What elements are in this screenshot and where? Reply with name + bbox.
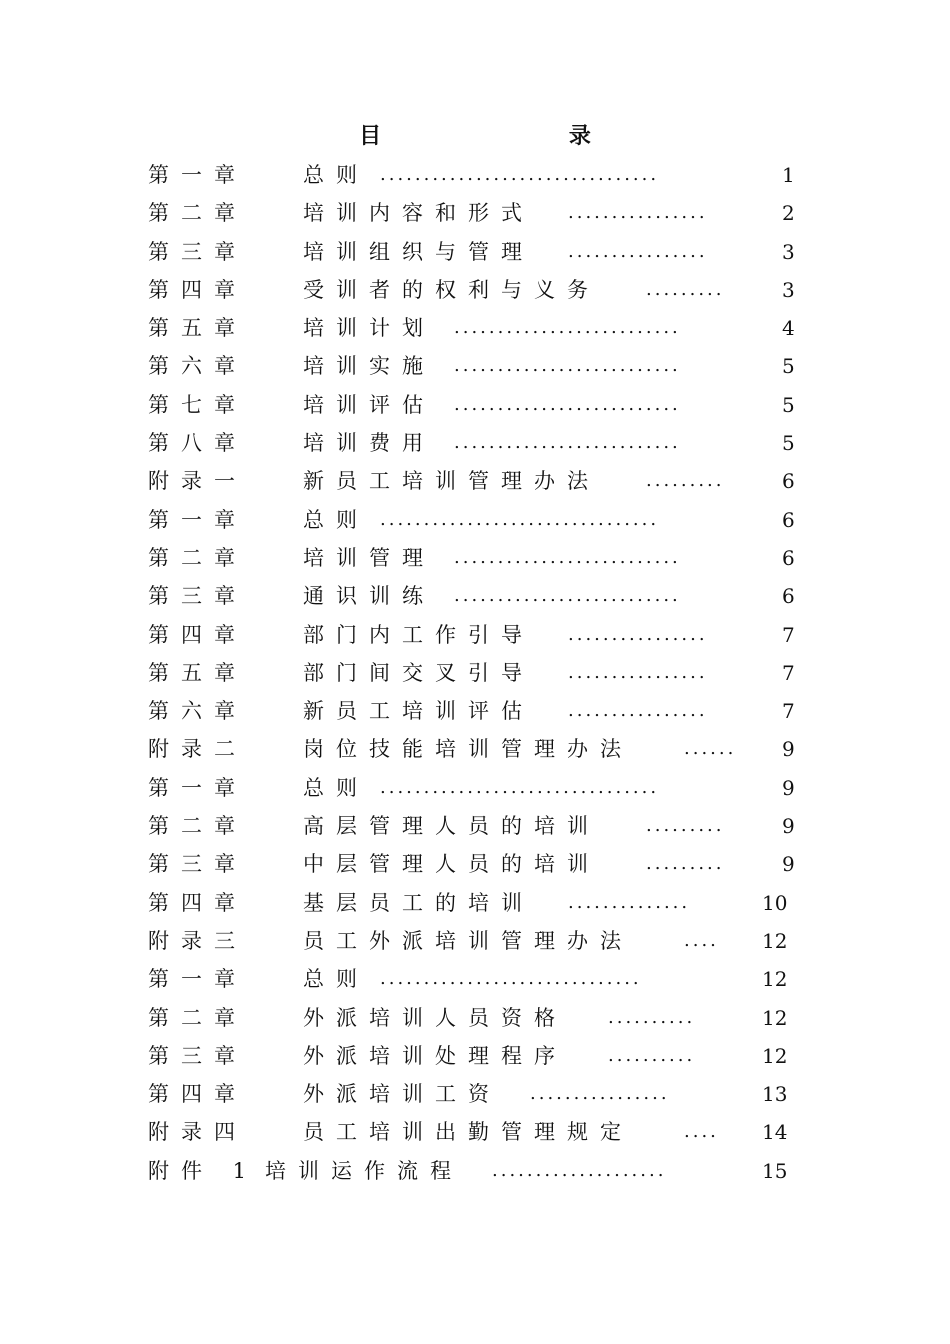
toc-entry-title: 总则 (303, 967, 369, 992)
toc-entry-leader-dots: ................................ (380, 164, 660, 185)
toc-entry-title: 高层管理人员的培训 (303, 814, 600, 839)
toc-entry-label: 第四章 (148, 1082, 247, 1107)
toc-entry-leader-dots: .... (684, 929, 719, 951)
toc-entry-leader-dots: .... (684, 1121, 719, 1143)
toc-entry-title: 外派培训人员资格 (303, 1005, 567, 1030)
toc-entry-page-number: 6 (782, 545, 795, 570)
toc-entry-page-number: 9 (782, 852, 795, 877)
toc-entry-label: 附录三 (148, 928, 247, 953)
toc-entry[interactable] (148, 194, 798, 232)
toc-entry[interactable] (148, 386, 798, 424)
toc-entry-leader-dots: .......................... (454, 355, 681, 377)
toc-entry-leader-dots: .......................... (454, 546, 681, 568)
toc-entry[interactable] (148, 539, 798, 577)
toc-entry-label: 附录一 (148, 469, 247, 494)
toc-entry-label: 第二章 (148, 545, 247, 570)
toc-entry-label: 第一章 (148, 163, 247, 187)
toc-entry[interactable] (148, 616, 798, 654)
toc-entry-label: 附录四 (148, 1120, 247, 1145)
toc-entry-leader-dots: .............................. (380, 968, 642, 990)
toc-entry-leader-dots: ................................ (380, 776, 660, 798)
toc-entry[interactable] (148, 347, 798, 385)
toc-entry-title: 培训实施 (303, 354, 435, 379)
toc-entry[interactable] (148, 501, 798, 539)
toc-entry-page-number: 4 (782, 316, 795, 341)
toc-entry-page-number: 9 (782, 737, 795, 762)
toc-entry-label: 第三章 (148, 852, 247, 877)
toc-entry-leader-dots: .......................... (454, 393, 681, 415)
toc-entry[interactable] (148, 1113, 798, 1151)
toc-entry[interactable] (148, 807, 798, 845)
toc-entry-label: 第五章 (148, 660, 247, 685)
toc-entry-label: 第一章 (148, 507, 247, 532)
toc-entry-title: 总则 (303, 163, 369, 187)
toc-entry[interactable] (148, 884, 798, 922)
toc-entry-label: 第七章 (148, 392, 247, 417)
toc-entry-leader-dots: .............. (568, 891, 691, 913)
toc-entry-page-number: 12 (762, 967, 788, 992)
toc-entry-page-number: 12 (762, 1043, 788, 1068)
toc-entry-page-number: 15 (762, 1158, 788, 1183)
toc-entry-leader-dots: ...... (684, 738, 737, 760)
toc-entry[interactable] (148, 1075, 798, 1113)
toc-entry-page-number: 13 (762, 1082, 788, 1107)
toc-entry-leader-dots: ......... (646, 853, 725, 875)
toc-entry[interactable] (148, 271, 798, 309)
toc-entry-page-number: 10 (762, 890, 788, 915)
toc-entry-page-number: 1 (782, 163, 795, 187)
toc-entry-label: 第五章 (148, 316, 247, 341)
toc-entry-title: 基层员工的培训 (303, 890, 534, 915)
toc-entry-label: 附件 1 (148, 1158, 259, 1183)
toc-entry-leader-dots: ................ (530, 1083, 670, 1105)
toc-entry-title: 外派培训工资 (303, 1082, 501, 1107)
toc-entry-label: 第四章 (148, 277, 247, 302)
toc-entry-title: 受训者的权利与义务 (303, 277, 600, 302)
toc-entry-leader-dots: ................ (568, 202, 708, 224)
toc-entry-page-number: 3 (782, 239, 795, 264)
toc-entry[interactable] (148, 1152, 798, 1190)
toc-entry-page-number: 14 (762, 1120, 788, 1145)
toc-entry-label: 第二章 (148, 814, 247, 839)
toc-entry-title: 培训运作流程 (265, 1158, 463, 1183)
toc-entry-label: 第六章 (148, 699, 247, 724)
toc-entry-title: 通识训练 (303, 584, 435, 609)
toc-entry[interactable] (148, 922, 798, 960)
toc-entry-title: 新员工培训评估 (303, 699, 534, 724)
toc-entry-label: 第一章 (148, 775, 247, 800)
toc-entry[interactable] (148, 769, 798, 807)
toc-entry-page-number: 9 (782, 775, 795, 800)
toc-entry-title: 培训费用 (303, 431, 435, 456)
toc-entry-label: 第三章 (148, 239, 247, 264)
toc-heading: 目 录 (359, 123, 681, 149)
toc-entry-label: 第三章 (148, 1043, 247, 1068)
toc-entry[interactable] (148, 692, 798, 730)
toc-entry[interactable] (148, 233, 798, 271)
toc-entry-label: 第三章 (148, 584, 247, 609)
toc-entry-page-number: 6 (782, 507, 795, 532)
toc-entry-title: 员工培训出勤管理规定 (303, 1120, 633, 1145)
toc-entry-title: 员工外派培训管理办法 (303, 928, 633, 953)
toc-entry-page-number: 5 (782, 392, 795, 417)
toc-entry-page-number: 2 (782, 201, 795, 226)
toc-entry[interactable] (148, 424, 798, 462)
toc-entry-label: 附录二 (148, 737, 247, 762)
toc-entry-page-number: 5 (782, 354, 795, 379)
toc-entry-leader-dots: .......................... (454, 585, 681, 607)
toc-entry-page-number: 6 (782, 584, 795, 609)
toc-entry-leader-dots: .......... (608, 1006, 696, 1028)
toc-list (148, 156, 798, 1190)
toc-entry-leader-dots: ................ (568, 623, 708, 645)
toc-entry-page-number: 3 (782, 277, 795, 302)
toc-entry-label: 第六章 (148, 354, 247, 379)
toc-entry-page-number: 6 (782, 469, 795, 494)
toc-entry-title: 培训内容和形式 (303, 201, 534, 226)
toc-entry-title: 总则 (303, 775, 369, 800)
toc-entry-leader-dots: .................... (492, 1159, 667, 1181)
toc-entry-label: 第二章 (148, 201, 247, 226)
toc-entry-page-number: 12 (762, 928, 788, 953)
toc-entry-page-number: 5 (782, 431, 795, 456)
toc-entry[interactable] (148, 845, 798, 883)
toc-entry-page-number: 7 (782, 699, 795, 724)
toc-entry-label: 第四章 (148, 890, 247, 915)
toc-entry[interactable] (148, 730, 798, 768)
toc-entry[interactable] (148, 462, 798, 500)
toc-entry-page-number: 7 (782, 660, 795, 685)
toc-entry[interactable] (148, 156, 798, 194)
toc-entry-title: 新员工培训管理办法 (303, 469, 600, 494)
toc-entry-title: 培训管理 (303, 545, 435, 570)
toc-entry-leader-dots: ................ (568, 661, 708, 683)
toc-entry-leader-dots: ......... (646, 278, 725, 300)
toc-entry[interactable] (148, 960, 798, 998)
toc-entry-title: 培训组织与管理 (303, 239, 534, 264)
toc-entry[interactable] (148, 1037, 798, 1075)
toc-entry-label: 第一章 (148, 967, 247, 992)
toc-entry[interactable] (148, 999, 798, 1037)
toc-entry-leader-dots: ................ (568, 240, 708, 262)
toc-entry[interactable] (148, 309, 798, 347)
toc-entry-title: 培训计划 (303, 316, 435, 341)
toc-entry-leader-dots: ................ (568, 700, 708, 722)
toc-entry-title: 部门内工作引导 (303, 622, 534, 647)
toc-entry[interactable] (148, 577, 798, 615)
toc-entry-page-number: 7 (782, 622, 795, 647)
toc-entry-leader-dots: .......... (608, 1044, 696, 1066)
toc-entry-leader-dots: ................................ (380, 508, 660, 530)
toc-entry[interactable] (148, 654, 798, 692)
toc-entry-page-number: 12 (762, 1005, 788, 1030)
toc-entry-leader-dots: .......................... (454, 317, 681, 339)
toc-entry-title: 总则 (303, 507, 369, 532)
toc-entry-leader-dots: ......... (646, 470, 725, 492)
toc-entry-leader-dots: .......................... (454, 432, 681, 454)
toc-entry-label: 第四章 (148, 622, 247, 647)
toc-entry-label: 第二章 (148, 1005, 247, 1030)
toc-entry-title: 外派培训处理程序 (303, 1043, 567, 1068)
toc-entry-label: 第八章 (148, 431, 247, 456)
toc-entry-leader-dots: ......... (646, 815, 725, 837)
toc-entry-title: 中层管理人员的培训 (303, 852, 600, 877)
toc-entry-page-number: 9 (782, 814, 795, 839)
toc-entry-title: 岗位技能培训管理办法 (303, 737, 633, 762)
toc-entry-title: 部门间交叉引导 (303, 660, 534, 685)
toc-entry-title: 培训评估 (303, 392, 435, 417)
